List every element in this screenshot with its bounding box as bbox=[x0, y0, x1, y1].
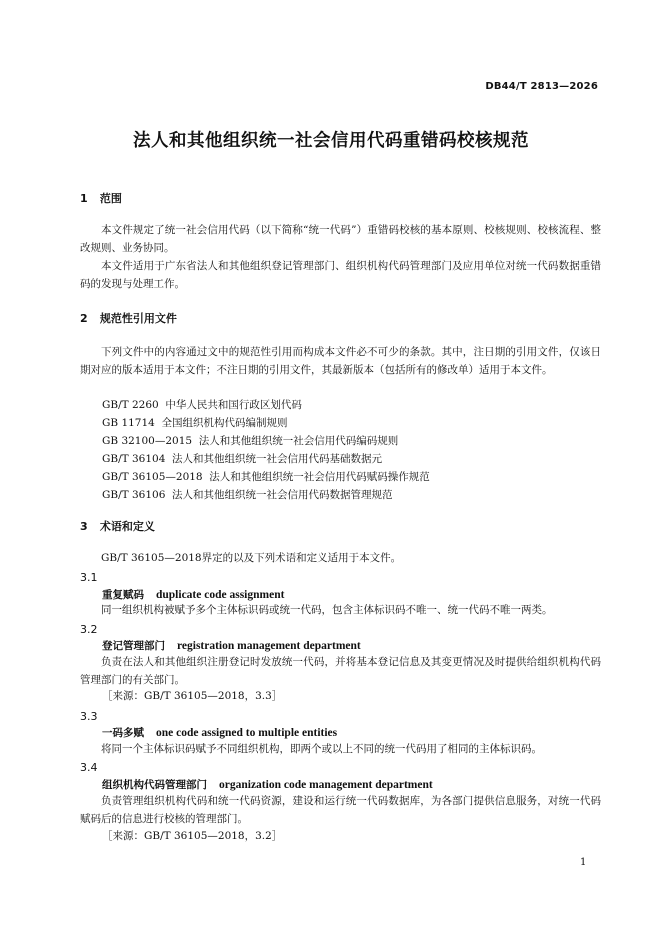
term-source: ［来源：GB/T 36105—2018，3.3］ bbox=[102, 690, 283, 702]
section-title: 范围 bbox=[99, 192, 122, 205]
term-heading bbox=[102, 777, 433, 792]
term-english: duplicate code assignment bbox=[156, 589, 285, 601]
term-english: one code assigned to multiple entities bbox=[156, 727, 338, 739]
section-title: 规范性引用文件 bbox=[99, 312, 177, 325]
term-number: 3.2 bbox=[80, 623, 98, 636]
section-number: 2 bbox=[80, 312, 88, 325]
reference-item: GB 11714 全国组织机构代码编制规则 bbox=[102, 417, 288, 429]
term-english: registration management department bbox=[177, 640, 361, 652]
page-number: 1 bbox=[580, 857, 587, 868]
reference-item: GB/T 36106 法人和其他组织统一社会信用代码数据管理规范 bbox=[102, 489, 393, 501]
section-number: 1 bbox=[80, 192, 88, 205]
section-heading-normative-references bbox=[80, 310, 177, 326]
term-source: ［来源：GB/T 36105—2018，3.2］ bbox=[102, 830, 283, 842]
section-title: 术语和定义 bbox=[99, 520, 155, 533]
term-chinese: 登记管理部门 bbox=[102, 640, 165, 652]
document-title: 法人和其他组织统一社会信用代码重错码校核规范 bbox=[133, 131, 529, 151]
term-definition: 负责管理组织机构代码和统一代码资源，建设和运行统一代码数据库，为各部门提供信息服务，对统一代码赋码后的信息进行校核的管理部门。 bbox=[80, 795, 601, 825]
document-code: DB44/T 2813—2026 bbox=[485, 81, 598, 92]
term-chinese: 组织机构代码管理部门 bbox=[102, 779, 207, 791]
section-number: 3 bbox=[80, 520, 88, 533]
term-heading bbox=[102, 587, 284, 602]
term-number: 3.1 bbox=[80, 571, 98, 584]
term-chinese: 重复赋码 bbox=[102, 589, 144, 601]
term-definition: 同一组织机构被赋予多个主体标识码或统一代码，包含主体标识码不唯一、统一代码不唯一两类。 bbox=[101, 604, 553, 616]
reference-item: GB/T 2260 中华人民共和国行政区划代码 bbox=[102, 399, 302, 411]
term-english: organization code management department bbox=[219, 779, 433, 791]
paragraph: 本文件规定了统一社会信用代码（以下简称“统一代码”）重错码校核的基本原则、校核规则、校核流程、整改规则、业务协同。 bbox=[80, 224, 601, 254]
reference-item: GB/T 36104 法人和其他组织统一社会信用代码基础数据元 bbox=[102, 453, 383, 465]
term-chinese: 一码多赋 bbox=[102, 727, 144, 739]
term-definition: 负责在法人和其他组织注册登记时发放统一代码，并将基本登记信息及其变更情况及时提供给组织机构代码管理部门的有关部门。 bbox=[80, 656, 601, 686]
section-heading-terms bbox=[80, 518, 155, 534]
term-number: 3.3 bbox=[80, 710, 98, 723]
paragraph: GB/T 36105—2018界定的以及下列术语和定义适用于本文件。 bbox=[101, 552, 402, 564]
paragraph: 本文件适用于广东省法人和其他组织登记管理部门、组织机构代码管理部门及应用单位对统一代码数据重错码的发现与处理工作。 bbox=[80, 260, 601, 290]
section-heading-scope bbox=[80, 190, 122, 206]
term-number: 3.4 bbox=[80, 761, 98, 774]
term-definition: 将同一个主体标识码赋予不同组织机构，即两个或以上不同的统一代码用了相同的主体标识码。 bbox=[101, 743, 542, 755]
term-heading bbox=[102, 725, 337, 740]
reference-item: GB/T 36105—2018 法人和其他组织统一社会信用代码赋码操作规范 bbox=[102, 471, 430, 483]
term-heading bbox=[102, 638, 361, 653]
reference-item: GB 32100—2015 法人和其他组织统一社会信用代码编码规则 bbox=[102, 435, 399, 447]
paragraph: 下列文件中的内容通过文中的规范性引用而构成本文件必不可少的条款。其中，注日期的引用文件，仅该日期对应的版本适用于本文件；不注日期的引用文件，其最新版本（包括所有的修改单）适用于本文件。 bbox=[80, 346, 601, 376]
